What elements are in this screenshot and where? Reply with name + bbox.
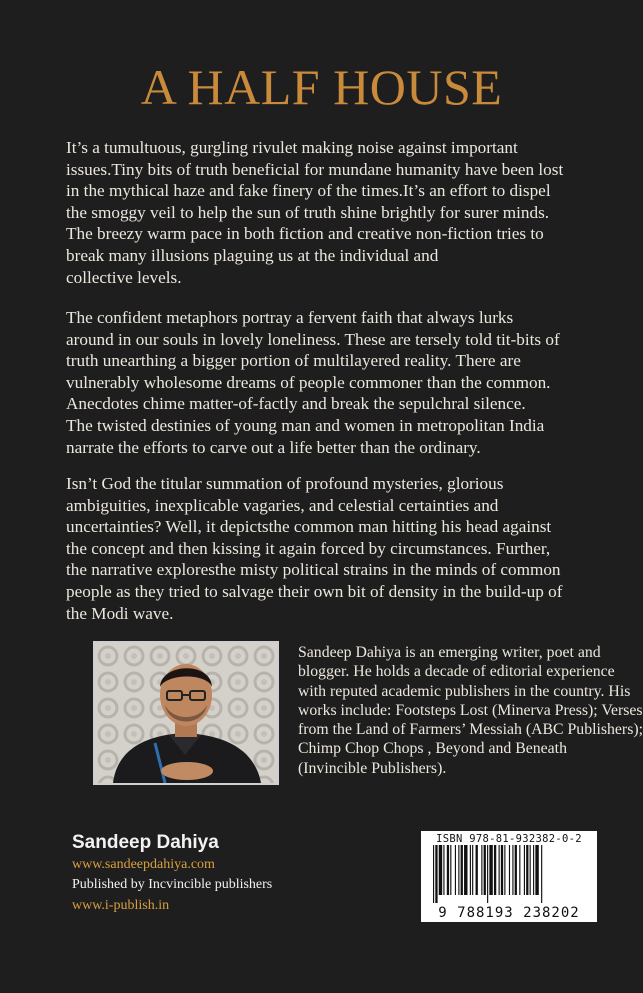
isbn-barcode [421, 831, 597, 922]
barcode-bar [487, 845, 488, 903]
text-line: the concept and then kissing it again forced by circumstances. Further, [66, 538, 551, 558]
text-line: Isn’t God the titular summation of profound mysteries, glorious [66, 474, 504, 493]
isbn-label: ISBN 978-81-932382-0-2 [436, 833, 582, 845]
text-line: the smoggy veil to help the sun of truth shine brightly for surer minds. [66, 202, 550, 222]
barcode-bar [433, 845, 434, 903]
barcode-bar [509, 845, 510, 895]
barcode-bar [524, 845, 525, 895]
text-line: ambiguities, inexplicable vagaries, and celestial certainties and [66, 495, 499, 515]
text-line: collective levels. [66, 267, 182, 287]
barcode-bar [533, 845, 534, 895]
barcode-bar [535, 845, 538, 895]
publisher-website-link[interactable]: www.i-publish.in [72, 898, 170, 913]
text-line: Anecdotes chime matter-of-factly and break the sepulchral silence. [66, 394, 526, 414]
text-line: truth unearthing a bigger portion of multilayered reality. There are [66, 351, 521, 371]
text-line: It’s a tumultuous, gurgling rivulet making noise against important [66, 138, 518, 157]
barcode-bar [481, 845, 482, 895]
bio-line: from the Land of Farmers’ Messiah (ABC Publishers); [298, 721, 643, 739]
barcode-bar [439, 845, 442, 895]
barcode-bar [458, 845, 459, 895]
barcode-bar [450, 845, 451, 895]
barcode-bar [515, 845, 517, 895]
text-line: uncertainties? Well, it depictsthe common man hitting his head against [66, 517, 552, 537]
author-portrait-image [95, 643, 277, 783]
author-photo [93, 641, 279, 785]
bio-line: with reputed academic publishers in the country. His [298, 682, 631, 700]
text-line: vulnerably wholesome dreams of people commoner than the common. [66, 372, 551, 392]
barcode-bar [512, 845, 513, 895]
barcode-bar [494, 845, 496, 895]
text-line: The confident metaphors portray a fervent faith that always lurks [66, 308, 514, 327]
barcode-bars-icon [425, 845, 593, 903]
barcode-bar [519, 845, 520, 895]
author-name: Sandeep Dahiya [72, 832, 219, 853]
text-line: in the mythical haze and fake finery of the times.It’s an effort to dispel [66, 181, 551, 201]
text-line: around in our souls in lovely loneliness. These are tersely told tit-bits of [66, 329, 560, 349]
barcode-bar [501, 845, 503, 895]
blurb-paragraph-3 [66, 473, 578, 624]
barcode-bar [461, 845, 463, 895]
barcode-bar [435, 845, 437, 903]
barcode-bar [541, 845, 542, 903]
text-line: narrate the efforts to carve out a life better than the ordinary. [66, 437, 481, 457]
text-line: people as they tried to salvage their own bit of density in the build-up of [66, 581, 563, 601]
barcode-bar [470, 845, 471, 895]
barcode-bar [530, 845, 531, 895]
bio-line: Sandeep Dahiya is an emerging writer, poet and [298, 644, 601, 661]
text-line: the Modi wave. [66, 603, 174, 623]
bio-line: (Invincible Publishers). [298, 759, 447, 777]
barcode-number: 9 788193 238202 [438, 905, 580, 921]
text-line: The breezy warm pace in both fiction and creative non-fiction tries to [66, 224, 544, 244]
text-line: the narrative exploresthe misty political strains in the minds of common [66, 560, 561, 580]
barcode-bar [484, 845, 486, 895]
bio-line: blogger. He holds a decade of editorial experience [298, 663, 615, 681]
barcode-bar [443, 845, 444, 895]
author-bio [298, 643, 643, 778]
text-line: break many illusions plaguing us at the individual and [66, 245, 439, 265]
barcode-bar [447, 845, 449, 895]
barcode-bar [526, 845, 528, 895]
text-line: issues.Tiny bits of truth beneficial for mundane humanity have been lost [66, 159, 564, 179]
bio-line: Chimp Chop Chops , Beyond and Beneath [298, 740, 567, 758]
author-website-link[interactable]: www.sandeepdahiya.com [72, 857, 215, 872]
barcode-bar [472, 845, 473, 895]
barcode-bar [489, 845, 492, 895]
barcode-bar [504, 845, 505, 895]
text-line: The twisted destinies of young man and women in metropolitan India [66, 415, 545, 435]
barcode-bar [499, 845, 500, 895]
blurb-paragraph-1 [66, 137, 578, 288]
bio-line: works include: Footsteps Lost (Minerva Press); Verses [298, 701, 643, 719]
barcode-bar [464, 845, 467, 895]
barcode-bar [476, 845, 478, 895]
blurb-paragraph-2 [66, 307, 578, 458]
barcode-bar [455, 845, 456, 895]
publisher-credit: Published by Incvincible publishers [72, 877, 273, 892]
page-title: A HALF HOUSE [140, 59, 503, 115]
